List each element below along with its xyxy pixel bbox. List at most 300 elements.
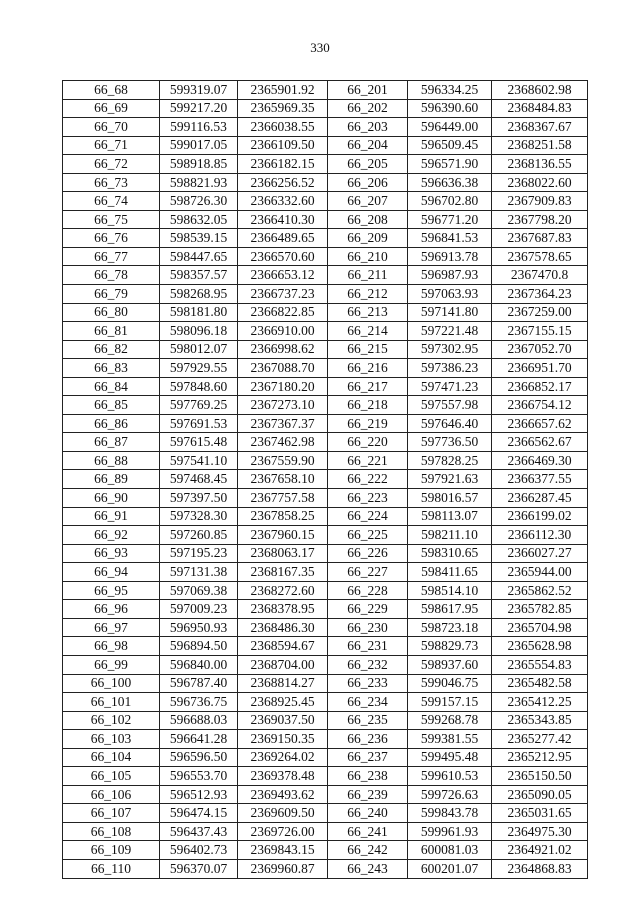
x-right-cell: 597557.98	[408, 396, 492, 415]
table-row	[63, 99, 588, 118]
y-left-cell: 2367858.25	[238, 507, 328, 526]
y-left-cell: 2369609.50	[238, 804, 328, 823]
y-right-cell: 2365212.95	[492, 748, 588, 767]
table-row	[63, 544, 588, 563]
point-id-left-cell: 66_69	[63, 99, 160, 118]
point-id-left-cell: 66_78	[63, 266, 160, 285]
x-right-cell: 596390.60	[408, 99, 492, 118]
x-left-cell: 596688.03	[160, 711, 238, 730]
y-left-cell: 2367658.10	[238, 470, 328, 489]
point-id-left-cell: 66_88	[63, 451, 160, 470]
point-id-right-cell: 66_237	[328, 748, 408, 767]
point-id-right-cell: 66_219	[328, 414, 408, 433]
x-left-cell: 598726.30	[160, 192, 238, 211]
x-right-cell: 597386.23	[408, 359, 492, 378]
y-right-cell: 2367470.8	[492, 266, 588, 285]
x-right-cell: 598016.57	[408, 489, 492, 508]
x-left-cell: 597195.23	[160, 544, 238, 563]
point-id-left-cell: 66_68	[63, 81, 160, 100]
table-row	[63, 674, 588, 693]
y-left-cell: 2366182.15	[238, 155, 328, 174]
y-left-cell: 2368167.35	[238, 563, 328, 582]
x-left-cell: 596437.43	[160, 822, 238, 841]
x-left-cell: 599319.07	[160, 81, 238, 100]
x-left-cell: 597397.50	[160, 489, 238, 508]
table-row	[63, 322, 588, 341]
x-right-cell: 596334.25	[408, 81, 492, 100]
point-id-right-cell: 66_201	[328, 81, 408, 100]
table-row	[63, 377, 588, 396]
table-row	[63, 266, 588, 285]
y-right-cell: 2366287.45	[492, 489, 588, 508]
point-id-left-cell: 66_103	[63, 730, 160, 749]
point-id-left-cell: 66_97	[63, 618, 160, 637]
y-left-cell: 2368814.27	[238, 674, 328, 693]
x-right-cell: 599495.48	[408, 748, 492, 767]
point-id-right-cell: 66_216	[328, 359, 408, 378]
point-id-left-cell: 66_99	[63, 655, 160, 674]
point-id-left-cell: 66_100	[63, 674, 160, 693]
x-left-cell: 596474.15	[160, 804, 238, 823]
point-id-left-cell: 66_101	[63, 693, 160, 712]
x-left-cell: 596370.07	[160, 859, 238, 878]
point-id-right-cell: 66_226	[328, 544, 408, 563]
x-right-cell: 597921.63	[408, 470, 492, 489]
y-right-cell: 2365782.85	[492, 600, 588, 619]
y-left-cell: 2369843.15	[238, 841, 328, 860]
point-id-left-cell: 66_75	[63, 210, 160, 229]
point-id-right-cell: 66_220	[328, 433, 408, 452]
y-right-cell: 2368484.83	[492, 99, 588, 118]
x-left-cell: 596894.50	[160, 637, 238, 656]
coordinates-table-body	[63, 81, 588, 879]
point-id-left-cell: 66_92	[63, 526, 160, 545]
point-id-left-cell: 66_104	[63, 748, 160, 767]
x-right-cell: 599726.63	[408, 785, 492, 804]
point-id-right-cell: 66_228	[328, 581, 408, 600]
table-row	[63, 600, 588, 619]
point-id-left-cell: 66_83	[63, 359, 160, 378]
y-left-cell: 2368486.30	[238, 618, 328, 637]
y-left-cell: 2367462.98	[238, 433, 328, 452]
x-right-cell: 598310.65	[408, 544, 492, 563]
point-id-right-cell: 66_233	[328, 674, 408, 693]
point-id-right-cell: 66_208	[328, 210, 408, 229]
x-left-cell: 598357.57	[160, 266, 238, 285]
y-right-cell: 2365031.65	[492, 804, 588, 823]
x-left-cell: 597069.38	[160, 581, 238, 600]
y-left-cell: 2366998.62	[238, 340, 328, 359]
x-left-cell: 596402.73	[160, 841, 238, 860]
y-right-cell: 2365412.25	[492, 693, 588, 712]
x-right-cell: 598829.73	[408, 637, 492, 656]
x-right-cell: 596913.78	[408, 247, 492, 266]
x-right-cell: 599610.53	[408, 767, 492, 786]
y-right-cell: 2365704.98	[492, 618, 588, 637]
table-row	[63, 359, 588, 378]
x-right-cell: 598514.10	[408, 581, 492, 600]
x-left-cell: 596787.40	[160, 674, 238, 693]
x-right-cell: 596987.93	[408, 266, 492, 285]
y-left-cell: 2369378.48	[238, 767, 328, 786]
point-id-right-cell: 66_229	[328, 600, 408, 619]
table-row	[63, 730, 588, 749]
point-id-left-cell: 66_95	[63, 581, 160, 600]
x-left-cell: 597769.25	[160, 396, 238, 415]
x-left-cell: 598012.07	[160, 340, 238, 359]
x-left-cell: 596641.28	[160, 730, 238, 749]
point-id-right-cell: 66_205	[328, 155, 408, 174]
y-right-cell: 2365554.83	[492, 655, 588, 674]
point-id-right-cell: 66_204	[328, 136, 408, 155]
table-row	[63, 136, 588, 155]
y-left-cell: 2369264.02	[238, 748, 328, 767]
point-id-left-cell: 66_77	[63, 247, 160, 266]
table-row	[63, 507, 588, 526]
x-left-cell: 598918.85	[160, 155, 238, 174]
y-left-cell: 2368594.67	[238, 637, 328, 656]
point-id-right-cell: 66_234	[328, 693, 408, 712]
point-id-right-cell: 66_222	[328, 470, 408, 489]
point-id-right-cell: 66_203	[328, 118, 408, 137]
point-id-left-cell: 66_105	[63, 767, 160, 786]
y-right-cell: 2367155.15	[492, 322, 588, 341]
x-left-cell: 598268.95	[160, 285, 238, 304]
x-left-cell: 597848.60	[160, 377, 238, 396]
point-id-right-cell: 66_227	[328, 563, 408, 582]
point-id-left-cell: 66_94	[63, 563, 160, 582]
y-right-cell: 2366951.70	[492, 359, 588, 378]
x-left-cell: 597929.55	[160, 359, 238, 378]
y-left-cell: 2366910.00	[238, 322, 328, 341]
point-id-left-cell: 66_102	[63, 711, 160, 730]
x-right-cell: 597828.25	[408, 451, 492, 470]
y-right-cell: 2366562.67	[492, 433, 588, 452]
y-left-cell: 2366570.60	[238, 247, 328, 266]
point-id-right-cell: 66_218	[328, 396, 408, 415]
x-right-cell: 600201.07	[408, 859, 492, 878]
point-id-right-cell: 66_225	[328, 526, 408, 545]
point-id-left-cell: 66_84	[63, 377, 160, 396]
x-right-cell: 599381.55	[408, 730, 492, 749]
x-left-cell: 596840.00	[160, 655, 238, 674]
y-left-cell: 2366038.55	[238, 118, 328, 137]
y-left-cell: 2369493.62	[238, 785, 328, 804]
x-left-cell: 597541.10	[160, 451, 238, 470]
point-id-left-cell: 66_90	[63, 489, 160, 508]
y-right-cell: 2366469.30	[492, 451, 588, 470]
x-left-cell: 598447.65	[160, 247, 238, 266]
point-id-left-cell: 66_86	[63, 414, 160, 433]
y-left-cell: 2369037.50	[238, 711, 328, 730]
x-left-cell: 599116.53	[160, 118, 238, 137]
point-id-right-cell: 66_235	[328, 711, 408, 730]
x-left-cell: 597691.53	[160, 414, 238, 433]
point-id-left-cell: 66_79	[63, 285, 160, 304]
x-right-cell: 600081.03	[408, 841, 492, 860]
point-id-right-cell: 66_207	[328, 192, 408, 211]
y-left-cell: 2368704.00	[238, 655, 328, 674]
y-right-cell: 2366852.17	[492, 377, 588, 396]
point-id-right-cell: 66_236	[328, 730, 408, 749]
table-row	[63, 229, 588, 248]
y-right-cell: 2365482.58	[492, 674, 588, 693]
table-row	[63, 785, 588, 804]
point-id-right-cell: 66_214	[328, 322, 408, 341]
table-row	[63, 192, 588, 211]
y-right-cell: 2365277.42	[492, 730, 588, 749]
point-id-right-cell: 66_206	[328, 173, 408, 192]
y-right-cell: 2367909.83	[492, 192, 588, 211]
table-row	[63, 451, 588, 470]
y-right-cell: 2364921.02	[492, 841, 588, 860]
y-left-cell: 2366410.30	[238, 210, 328, 229]
point-id-left-cell: 66_81	[63, 322, 160, 341]
y-right-cell: 2368022.60	[492, 173, 588, 192]
x-left-cell: 596512.93	[160, 785, 238, 804]
x-left-cell: 597260.85	[160, 526, 238, 545]
x-right-cell: 597221.48	[408, 322, 492, 341]
table-row	[63, 414, 588, 433]
y-right-cell: 2367052.70	[492, 340, 588, 359]
table-row	[63, 247, 588, 266]
point-id-right-cell: 66_243	[328, 859, 408, 878]
x-right-cell: 599046.75	[408, 674, 492, 693]
table-row	[63, 618, 588, 637]
table-row	[63, 173, 588, 192]
y-left-cell: 2367088.70	[238, 359, 328, 378]
table-row	[63, 767, 588, 786]
point-id-left-cell: 66_106	[63, 785, 160, 804]
table-row	[63, 526, 588, 545]
x-right-cell: 596771.20	[408, 210, 492, 229]
table-row	[63, 396, 588, 415]
point-id-right-cell: 66_224	[328, 507, 408, 526]
y-left-cell: 2367960.15	[238, 526, 328, 545]
point-id-left-cell: 66_109	[63, 841, 160, 860]
x-right-cell: 598723.18	[408, 618, 492, 637]
y-left-cell: 2367180.20	[238, 377, 328, 396]
point-id-right-cell: 66_210	[328, 247, 408, 266]
x-right-cell: 599268.78	[408, 711, 492, 730]
table-row	[63, 841, 588, 860]
x-right-cell: 596636.38	[408, 173, 492, 192]
point-id-right-cell: 66_232	[328, 655, 408, 674]
point-id-right-cell: 66_240	[328, 804, 408, 823]
point-id-left-cell: 66_76	[63, 229, 160, 248]
table-row	[63, 433, 588, 452]
y-right-cell: 2365090.05	[492, 785, 588, 804]
y-left-cell: 2366256.52	[238, 173, 328, 192]
point-id-left-cell: 66_73	[63, 173, 160, 192]
y-right-cell: 2366027.27	[492, 544, 588, 563]
x-right-cell: 597141.80	[408, 303, 492, 322]
y-right-cell: 2366377.55	[492, 470, 588, 489]
y-left-cell: 2366737.23	[238, 285, 328, 304]
x-left-cell: 597468.45	[160, 470, 238, 489]
point-id-right-cell: 66_212	[328, 285, 408, 304]
y-left-cell: 2367273.10	[238, 396, 328, 415]
point-id-right-cell: 66_221	[328, 451, 408, 470]
x-right-cell: 596449.00	[408, 118, 492, 137]
point-id-left-cell: 66_74	[63, 192, 160, 211]
y-left-cell: 2369150.35	[238, 730, 328, 749]
point-id-right-cell: 66_230	[328, 618, 408, 637]
y-left-cell: 2369726.00	[238, 822, 328, 841]
table-row	[63, 470, 588, 489]
y-left-cell: 2366489.65	[238, 229, 328, 248]
y-right-cell: 2366199.02	[492, 507, 588, 526]
x-right-cell: 598411.65	[408, 563, 492, 582]
y-left-cell: 2369960.87	[238, 859, 328, 878]
x-right-cell: 597471.23	[408, 377, 492, 396]
table-row	[63, 748, 588, 767]
table-row	[63, 155, 588, 174]
point-id-left-cell: 66_96	[63, 600, 160, 619]
y-left-cell: 2366109.50	[238, 136, 328, 155]
y-right-cell: 2365628.98	[492, 637, 588, 656]
point-id-left-cell: 66_82	[63, 340, 160, 359]
table-row	[63, 581, 588, 600]
y-left-cell: 2365901.92	[238, 81, 328, 100]
x-right-cell: 598617.95	[408, 600, 492, 619]
point-id-right-cell: 66_223	[328, 489, 408, 508]
x-right-cell: 598937.60	[408, 655, 492, 674]
coordinates-table	[62, 80, 588, 879]
y-right-cell: 2367259.00	[492, 303, 588, 322]
y-right-cell: 2367364.23	[492, 285, 588, 304]
point-id-left-cell: 66_107	[63, 804, 160, 823]
y-right-cell: 2368251.58	[492, 136, 588, 155]
x-right-cell: 597063.93	[408, 285, 492, 304]
y-right-cell: 2365944.00	[492, 563, 588, 582]
y-left-cell: 2367757.58	[238, 489, 328, 508]
x-right-cell: 598113.07	[408, 507, 492, 526]
x-left-cell: 596950.93	[160, 618, 238, 637]
y-right-cell: 2366754.12	[492, 396, 588, 415]
point-id-left-cell: 66_85	[63, 396, 160, 415]
table-row	[63, 822, 588, 841]
y-left-cell: 2366653.12	[238, 266, 328, 285]
point-id-right-cell: 66_215	[328, 340, 408, 359]
x-left-cell: 598096.18	[160, 322, 238, 341]
y-right-cell: 2364868.83	[492, 859, 588, 878]
y-right-cell: 2366657.62	[492, 414, 588, 433]
table-row	[63, 637, 588, 656]
x-left-cell: 598181.80	[160, 303, 238, 322]
y-right-cell: 2364975.30	[492, 822, 588, 841]
point-id-left-cell: 66_71	[63, 136, 160, 155]
point-id-right-cell: 66_238	[328, 767, 408, 786]
x-left-cell: 599217.20	[160, 99, 238, 118]
y-right-cell: 2367798.20	[492, 210, 588, 229]
y-right-cell: 2366112.30	[492, 526, 588, 545]
x-left-cell: 598539.15	[160, 229, 238, 248]
point-id-left-cell: 66_80	[63, 303, 160, 322]
point-id-right-cell: 66_211	[328, 266, 408, 285]
y-right-cell: 2365862.52	[492, 581, 588, 600]
x-right-cell: 597302.95	[408, 340, 492, 359]
y-left-cell: 2368925.45	[238, 693, 328, 712]
y-left-cell: 2368272.60	[238, 581, 328, 600]
x-right-cell: 597646.40	[408, 414, 492, 433]
point-id-right-cell: 66_202	[328, 99, 408, 118]
table-row	[63, 563, 588, 582]
point-id-left-cell: 66_72	[63, 155, 160, 174]
y-right-cell: 2368602.98	[492, 81, 588, 100]
table-row	[63, 81, 588, 100]
x-left-cell: 596736.75	[160, 693, 238, 712]
table-row	[63, 489, 588, 508]
table-row	[63, 655, 588, 674]
table-row	[63, 285, 588, 304]
x-right-cell: 599961.93	[408, 822, 492, 841]
x-right-cell: 596509.45	[408, 136, 492, 155]
y-right-cell: 2365343.85	[492, 711, 588, 730]
table-row	[63, 340, 588, 359]
table-row	[63, 693, 588, 712]
x-left-cell: 598821.93	[160, 173, 238, 192]
table-row	[63, 210, 588, 229]
point-id-left-cell: 66_108	[63, 822, 160, 841]
x-left-cell: 597009.23	[160, 600, 238, 619]
y-right-cell: 2368136.55	[492, 155, 588, 174]
y-left-cell: 2365969.35	[238, 99, 328, 118]
x-right-cell: 596571.90	[408, 155, 492, 174]
x-right-cell: 598211.10	[408, 526, 492, 545]
y-left-cell: 2366332.60	[238, 192, 328, 211]
point-id-left-cell: 66_91	[63, 507, 160, 526]
y-left-cell: 2366822.85	[238, 303, 328, 322]
point-id-left-cell: 66_110	[63, 859, 160, 878]
y-right-cell: 2365150.50	[492, 767, 588, 786]
point-id-left-cell: 66_70	[63, 118, 160, 137]
x-left-cell: 597328.30	[160, 507, 238, 526]
x-left-cell: 599017.05	[160, 136, 238, 155]
y-left-cell: 2367367.37	[238, 414, 328, 433]
y-left-cell: 2368063.17	[238, 544, 328, 563]
point-id-right-cell: 66_209	[328, 229, 408, 248]
x-left-cell: 597131.38	[160, 563, 238, 582]
page-number: 330	[310, 40, 330, 55]
point-id-left-cell: 66_93	[63, 544, 160, 563]
x-left-cell: 596596.50	[160, 748, 238, 767]
point-id-left-cell: 66_89	[63, 470, 160, 489]
point-id-right-cell: 66_239	[328, 785, 408, 804]
point-id-right-cell: 66_241	[328, 822, 408, 841]
table-row	[63, 711, 588, 730]
table-row	[63, 118, 588, 137]
y-left-cell: 2367559.90	[238, 451, 328, 470]
x-left-cell: 598632.05	[160, 210, 238, 229]
x-right-cell: 597736.50	[408, 433, 492, 452]
point-id-left-cell: 66_87	[63, 433, 160, 452]
y-right-cell: 2368367.67	[492, 118, 588, 137]
point-id-right-cell: 66_231	[328, 637, 408, 656]
point-id-left-cell: 66_98	[63, 637, 160, 656]
x-right-cell: 596841.53	[408, 229, 492, 248]
point-id-right-cell: 66_242	[328, 841, 408, 860]
table-row	[63, 303, 588, 322]
x-right-cell: 596702.80	[408, 192, 492, 211]
y-left-cell: 2368378.95	[238, 600, 328, 619]
y-right-cell: 2367578.65	[492, 247, 588, 266]
point-id-right-cell: 66_217	[328, 377, 408, 396]
x-left-cell: 596553.70	[160, 767, 238, 786]
x-right-cell: 599843.78	[408, 804, 492, 823]
x-right-cell: 599157.15	[408, 693, 492, 712]
table-row	[63, 859, 588, 878]
